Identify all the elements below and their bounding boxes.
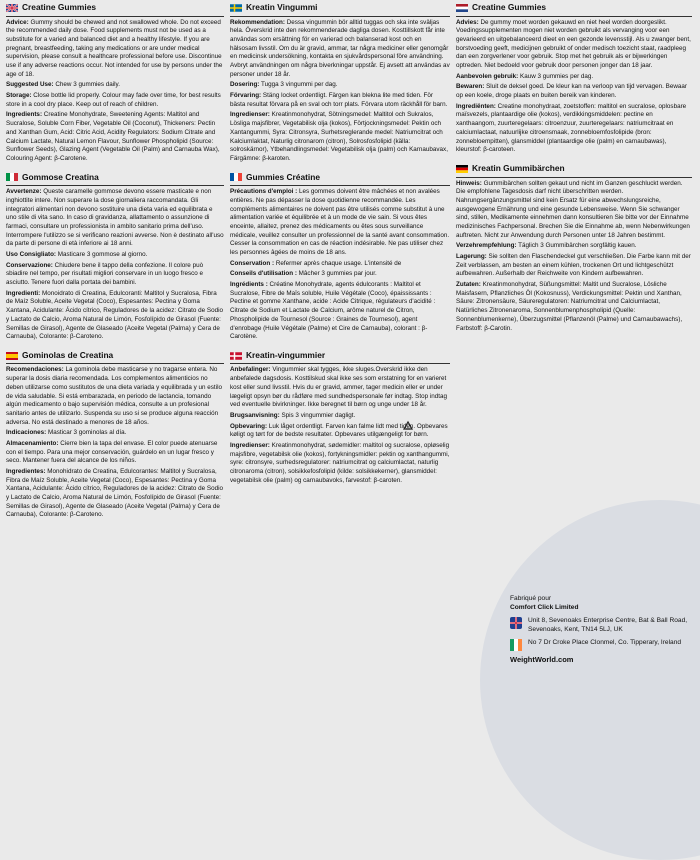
address-ie-row [510,639,690,651]
advice-paragraph [230,19,450,80]
advice-label: Rekommendation: [230,18,285,26]
address-uk-row [510,617,690,635]
decorative-circle [480,500,700,860]
website-link[interactable]: WeightWorld.com [510,654,574,664]
italy-flag-icon [6,173,18,181]
section-header [456,0,692,17]
usage-label: Brugsanvisning: [230,411,280,419]
usage-label: Suggested Use: [6,81,54,89]
usage-text: Masticare 3 gommose al giorno. [57,251,148,258]
section-title: Kreatin-vingummier [246,349,326,360]
uk-flag-icon [510,617,522,629]
advice-text: Les gommes doivent être mâchées et non avalées entières. Ne pas dépasser la dose quotidienne recommandée. Les compléments alimentaires ne doivent pas être utilisés comme substitut à une alimentation variée et équilibrée et à un mode de vie sain. Si vous êtes enceinte, allaitez, prenez des médicaments ou êtes sous surveillance médicale, veuillez consulter un professionnel de la santé avant consommation. Cesser la consommation en cas de réaction indésirable. Ne pas utiliser chez les personnes âgées de moins de 18 ans. [230,188,450,256]
section-title: Kreatin Gummibärchen [472,162,565,173]
denmark-flag-icon [230,352,242,360]
section-english [6,0,224,164]
section-dutch [456,0,692,155]
ingredients-paragraph [230,442,450,485]
germany-flag-icon [456,165,468,173]
column-right [456,0,692,339]
advice-text: Vingummier skal tygges, ikke sluges.Overskrid ikke den anbefalede dagsdosis. Kosttilskud skal ikke ses som erstatning for en varieret kost eller sund livsstil. Hvis du er gravid, ammer, tager medicin eller er under lægeligt opsyn bør du rådføre med sundhedspersonale før indtag. Stop indtag ved eventuelle bivirkninger. Ikke beregnet til børn og unge under 18 år. [230,366,448,409]
advice-paragraph [230,188,450,258]
advice-text: Dessa vingummin bör alltid tuggas och ska inte sväljas hela. Överskrid inte den rekommenderade dagliga dosen. Kosttillskott får inte användas som ersättning för en varierad och balanserad kost och en hälsosam livsstil. Om du är gravid, ammar, tar några mediciner eller genomgår en medicinsk undersökning, kontakta en sjukvårdspersonal före användning. Avbryt användningen om några biverkningar uppstår. Ej avsett att användas av personer under 18 år. [230,18,450,78]
usage-text: Chew 3 gummies daily. [55,81,120,89]
ingredients-paragraph [456,281,692,333]
advice-paragraph [456,180,692,241]
ingredients-label: Ingrédients : [230,281,268,289]
ingredients-label: Ingredients: [6,111,43,119]
usage-text: Spis 3 vingummier dagligt. [281,411,356,419]
storage-text: Stäng locket ordentligt. Färgen kan blekna lite med tiden. För bästa resultat förvara på en sval och torr plats. Förvara utom räckhåll för barn. [230,92,448,108]
advice-label: Hinweis: [456,179,482,187]
storage-paragraph [6,440,224,466]
section-german [456,161,692,333]
section-header [6,348,224,365]
ingredients-paragraph [6,111,224,163]
section-french [230,170,450,342]
usage-paragraph [456,73,692,82]
storage-text: Cierre bien la tapa del envase. El color puede atenuarse con el tiempo. Para una mejor conservación, guárdelo en un lugar fresco y seco. Mantener fuera del alcance de los niños. [6,439,218,465]
storage-label: Lagerung: [456,253,487,260]
storage-text: Sluit de deksel goed. De kleur kan na verloop van tijd vervagen. Bewaar op een koele, droge plaats en buiten bereik van kinderen. [456,83,688,100]
usage-paragraph [456,242,692,251]
section-header [230,170,450,187]
advice-paragraph [6,19,224,80]
usage-label: Verzehrempfehlung: [456,242,517,250]
ingredients-text: Monohidrato de Creatina, Edulcorantes: Maltitol y Sucralosa, Fibra de Maíz Soluble, Aceite Vegetal (Coco), Espesantes: Pectina y Goma Xantana, Acidulante: Ácido cítrico, Reguladores de la acidez: Citrato de Sodio y Lactato de Calcio, Aroma Natural de Limón, Fosfolípido de Girasol (Fuente: Semillas de Girasol), Agente de Glaseado (Aceite Vegetal (Palma) y Cera de Carnauba), Colorante: β-Caroteno. [6,468,224,519]
usage-label: Dosering: [230,81,260,89]
advice-paragraph [6,366,224,427]
ingredients-text: Kreatinmonohydrat, sødemidler: maltitol og sucralose, opløselig majsfibre, vegetabilsk olie (kokos), fortykningsmidler: pektin og xanthangummi, syre: citronsyre, surhedsregulatorer: natriumcitrat og calciumlactat, naturlig citronaroma (citron), solsikkefosfolipid (kilde: solsikkekerner), glansmiddel: vegetabilsk olie (palm) og carnaubavoks, farvestof: β-caroten. [230,441,450,484]
spain-flag-icon [6,352,18,360]
usage-text: Tugga 3 vingummi per dag. [261,81,338,89]
section-header [6,0,224,17]
ingredients-paragraph [230,111,450,163]
sweden-flag-icon [230,4,242,12]
storage-label: Förvaring: [230,92,262,100]
section-title: Creatine Gummies [22,2,97,12]
section-swedish [230,0,450,164]
advice-text: Gummy should be chewed and not swallowed whole. Do not exceed the recommended daily dose. Food supplements must not be used as a substitute for a varied and balanced diet and a healthy lifestyle. If you are pregnant, breastfeeding, taking any medications or are under medical supervision, please consult a healthcare professional before use. Discontinue use if any adverse reactions occur. Not intended for use by persons under the age of 18. [6,18,223,78]
section-italian [6,170,224,342]
advice-label: Advice: [6,18,29,26]
advice-text: Queste caramelle gommose devono essere masticate e non inghiottite intere. Non superare la dose giornaliera raccomandata. Gli integratori alimentari non devono sostituire una dieta varia ed equilibrata e uno stile di vita sano. In caso di gravidanza, allattamento o assunzione di farmaci, consultare un professionista in ambito sanitario prima dell'uso. Interrompere l'utilizzo se si verificano reazioni avverse. Non è destinato all'uso da parte di persone di età inferiore ai 18 anni. [6,188,224,248]
storage-paragraph [230,260,450,269]
storage-label: Storage: [6,92,32,100]
usage-paragraph [230,412,450,421]
section-title: Gummies Créatine [246,171,321,182]
storage-paragraph [230,423,450,440]
section-title: Creatine Gummies [472,2,547,12]
manufacturer-block [510,595,690,665]
storage-paragraph [6,92,224,109]
advice-paragraph [6,188,224,249]
storage-label: Bewaren: [456,83,485,91]
ingredients-text: Créatine Monohydrate, agents édulcorants : Maltitol et Sucralose, Fibre de Maïs soluble, Huile Végétale (Coco), épaississants : Pectine et gomme Xanthane, acide : Acide Citrique, régulateurs d'acidité : Citrate de Sodium et Lactate de Calcium, arôme naturel de Citron, Phospholipide de Tournesol (Source : Graines de Tournesol), agent d'enrobage (Huile Végétale (Palme) et Cire de Carnauba), colorant : β-Carotène. [230,281,436,341]
ingredients-label: Ingredienti: [6,289,41,297]
storage-text: Luk låget ordentligt. Farven kan falme lidt med tiden. Opbevares køligt og tørt for de bedste resultater. Opbevares utilgængeligt for børn. [230,422,448,439]
advice-label: Anbefalinger: [230,366,271,374]
section-danish [230,348,450,486]
storage-label: Conservazione: [6,261,53,269]
usage-paragraph [6,251,224,260]
advice-paragraph [456,19,692,71]
section-spanish [6,348,224,520]
ingredients-text: Monoidrato di Creatina, Edulcoranti: Maltitol y Sucralosa, Fibra de Maíz Soluble, Aceite Vegetal (Coco), Espesantes: Pectina y Goma Xantana, Acidulante: Ácido cítrico, Reguladores de la acidez: Citrato de Sodio y Lactato de Calcio, Aroma Natural de Limón, Fosfolípido de Girasol (Fuente: Semillas de Girasol), Agente de Glaseado (Aceite Vegetal (Palma) y Cera de Carnauba), Colorante: β-Caroteno. [6,289,224,341]
ingredients-label: Zutaten: [456,281,481,289]
manufacturer-intro: Fabriqué pour [510,595,552,602]
storage-paragraph [6,262,224,288]
advice-paragraph [230,366,450,409]
uk-flag-icon [6,4,18,12]
netherlands-flag-icon [456,4,468,12]
usage-text: Täglich 3 Gummibärchen sorgfältig kauen. [518,242,637,250]
section-title: Gominolas de Creatina [22,349,114,360]
storage-paragraph [230,92,450,109]
usage-paragraph [6,81,224,90]
france-flag-icon [230,173,242,181]
advice-text: Gummibärchen sollten gekaut und nicht im Ganzen geschluckt werden. Die empfohlene Tagesdosis darf nicht überschritten werden. Nahrungsergänzungsmittel sind kein Ersatz für eine abwechslungsreiche, ausgewogene Ernährung und eine gesunde Lebensweise. Wenn Sie schwanger sind, stillen, Medikamente einnehmen dann konsultieren Sie bitte vor der Einnahme medizinisches Fachpersonal. Brechen Sie die Einnahme ab, wenn Nebenwirkungen auftreten. Nicht zur Anwendung durch Personen unter 18 Jahren bestimmt. [456,179,690,239]
usage-label: Aanbevolen gebruik: [456,72,519,80]
section-header [230,348,450,365]
section-header [230,0,450,17]
advice-label: Recomendaciones: [6,366,64,374]
usage-paragraph [230,81,450,90]
section-header [456,161,692,178]
section-title: Gommose Creatina [22,171,99,182]
usage-text: Kauw 3 gummies per dag. [520,72,594,80]
column-middle [230,0,450,491]
ingredients-paragraph [6,468,224,520]
advice-label: Advies: [456,18,479,26]
usage-label: Indicaciones: [6,429,47,437]
column-left [6,0,224,526]
ingredients-text: Kreatinmonohydrat, Süßungsmittel: Maltit und Sucralose, Lösliche Maisfasern, Pflanzliches Öl (Kokosnuss), Verdickungsmittel: Pektin und Xanthan, Säure: Zitronensäure, Säureregulatoren: Natriumcitrat und Calciumlactat, Natürliches Zitronenaroma, Sonnenblumenphospholipid (Quelle: Sonnenblumenkerne), Überzugsmittel (Pflanzenöl (Palme) und Carnaubawachs), Farbstoff: β-Carotin. [456,281,683,332]
manufacturer-company: Comfort Click Limited [510,603,579,611]
storage-label: Almacenamiento: [6,439,59,447]
ingredients-label: Ingredienser: [230,111,270,119]
usage-paragraph [230,270,450,279]
storage-text: Close bottle lid properly. Colour may fade over time, for best results store in a cool dry place. Keep out of reach of children. [6,92,221,108]
address-ie: No 7 Dr Croke Place Clonmel, Co. Tipperary, Ireland [528,638,682,646]
section-title: Kreatin Vingummi [246,2,318,12]
ingredients-paragraph [230,281,450,342]
address-uk: Unit 8, Sevenoaks Enterprise Centre, Bat & Ball Road, Sevenoaks, Kent, TN14 5LJ, UK [528,616,688,633]
usage-text: Mâcher 3 gummies par jour. [298,270,377,278]
storage-text: Sie sollten den Flaschendeckel gut verschließen. Die Farbe kann mit der Zeit verblassen, am besten an einem kühlen, trockenen Ort und lichtgeschützt aufbewahren. Außerhalb der Reichweite von Kindern aufbewahren. [456,253,691,278]
ingredients-label: Ingrediënten: [456,102,496,110]
storage-paragraph [456,253,692,279]
ingredients-text: Creatine Monohydrate, Sweetening Agents: Maltitol and Sucralose, Soluble Corn Fiber, Vegetable Oil (Coconut), Thickeners: Pectin and Xanthan Gum, Acid: Citric Acid, Acidity Regulators: Sodium Citrate and Calcium Lactate, Natural Lemon Flavour, Sunflower Phospholipid (Source: Sunflower Seeds), Glazing Agent (Vegetable Oil (Palm) and Carnauba Wax), Colouring Agent: β-Carotene. [6,111,220,162]
storage-paragraph [456,83,692,100]
ingredients-paragraph [456,103,692,155]
advice-text: La gominola debe masticarse y no tragarse entera. No superar la dosis diaria recomendada. Los complementos alimenticios no deben utilizarse como sustitutos de una dieta variada y equilibrada y un estilo de vida saludable. Si está embarazada, en periodo de lactancia, tomando algún medicamento o bajo supervisión médica, consulte a un profesional sanitario antes de utilizarlo. Suspenda su uso si se produce alguna reacción adversa. No está destinado a menores de 18 años. [6,366,222,426]
usage-label: Uso Consigliato: [6,251,57,258]
recycle-mark-icon [402,420,414,432]
usage-label: Conseils d'utilisation : [230,270,297,278]
ingredients-text: Creatine monohydraat, zoetstoffen: maltitol en sucralose, oplosbare maïsvezels, plantaardige olie (kokos), verdikkingsmiddelen: pectine en xanthaangom, zuurteregelaars: citroenzuur, zuurteregelaars: natriumcitraat en calciumlactaat, natuurlijke citroensmaak, zonnebloemfosfolipide (bron: zonnebloempitten), glansmiddel (plantaardige olie (palm) en carnaubawas), kleurstof: β-caroteen. [456,102,687,154]
section-header [6,170,224,187]
usage-paragraph [6,429,224,438]
ingredients-paragraph [6,290,224,342]
ingredients-label: Ingredienser: [230,441,270,449]
advice-label: Avvertenze: [6,188,42,196]
ireland-flag-icon [510,639,522,651]
advice-text: De gummy moet worden gekauwd en niet heel worden doorgeslikt. Voedingssupplementen mogen niet worden gebruikt als vervanging voor een gevarieerd en uitgebalanceerd dieet en een gezonde levensstijl. Als u zwanger bent, borstvoeding geeft, medicijnen gebruikt of onder medisch toezicht staat, raadpleeg dan een zorgverlener voor gebruik. Stop met het gebruik als er bijwerkingen optreden. Niet bedoeld voor gebruik door personen jonger dan 18 jaar. [456,18,691,70]
storage-label: Opbevaring: [230,422,268,430]
storage-label: Conservation : [230,259,275,267]
ingredients-text: Kreatinmonohydrat, Sötningsmedel: Maltitol och Sukralos, Lösliga majsfibrer, Vegetabilisk olja (kokos), Förtjockningsmedel: Pektin och Xantangummi, Syra: Citronsyra, Surhetsreglerande medel: Natriumcitrat och Kalciumlaktat, Naturlig citronarom (citron), Solrosfosfolipid (källa: solroskärnor), Ytbehandlingsmedel: Vegetabilisk olja (palm) och Karnaubavax, Färgämne: β-karoten. [230,111,448,162]
usage-text: Masticar 3 gominolas al día. [48,429,127,437]
storage-text: Refermer après chaque usage. L'intensité de [275,259,402,267]
advice-label: Précautions d'emploi : [230,188,298,196]
storage-text: Chiudere bene il tappo della confezione. Il colore può sbiadire nel tempo, per risultati migliori conservare in un luogo fresco e asciutto. Tenere fuori dalla portata dei bambini. [6,261,204,287]
ingredients-label: Ingredientes: [6,468,46,476]
